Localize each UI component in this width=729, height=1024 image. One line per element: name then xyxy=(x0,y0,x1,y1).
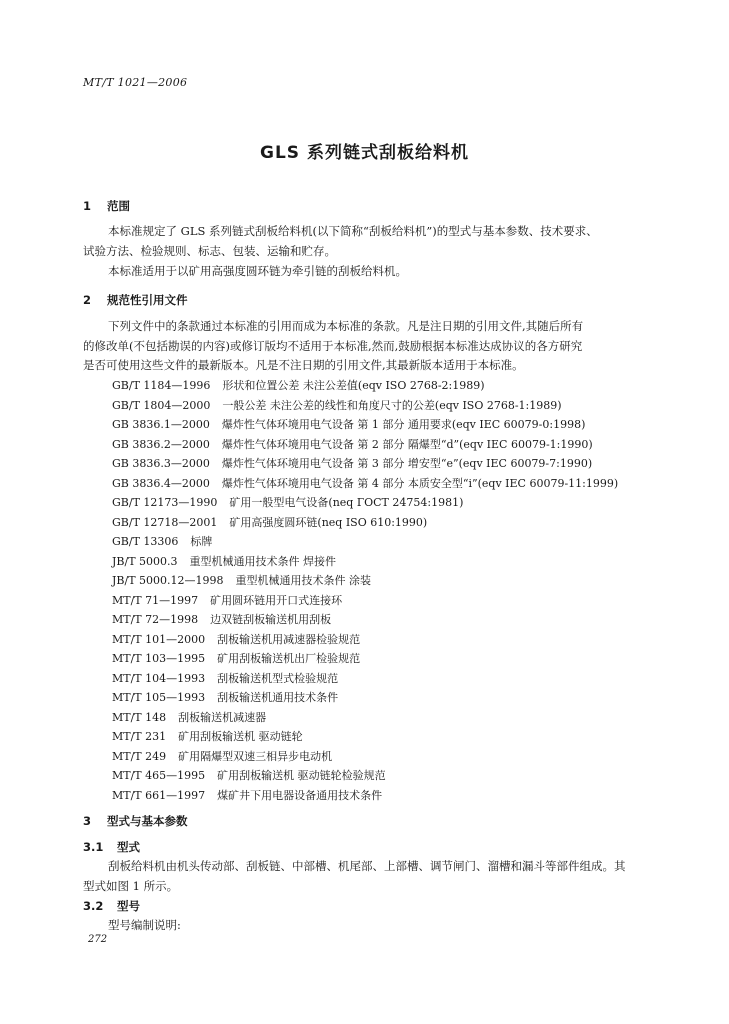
standard-code: MT/T 1021—2006 xyxy=(83,76,188,89)
reference-code: GB/T 1804—2000 xyxy=(112,398,211,412)
reference-title: 刮板输送机型式检验规范 xyxy=(217,671,339,685)
reference-item xyxy=(112,727,618,747)
reference-code: GB/T 1184—1996 xyxy=(112,379,211,392)
reference-title: 爆炸性气体环境用电气设备 第 2 部分 隔爆型“d”(eqv IEC 60079-1:1990) xyxy=(221,437,593,451)
reference-code: MT/T 465—1995 xyxy=(112,769,206,782)
section-2-intro-line: 是否可使用这些文件的最新版本。凡是不注日期的引用文件,其最新版本适用于本标准。 xyxy=(83,358,524,372)
reference-item xyxy=(112,630,618,650)
reference-code: GB/T 13306 xyxy=(112,535,179,548)
section-1-paragraph-scope: 本标准适用于以矿用高强度圆环链为牵引链的刮板给料机。 xyxy=(108,264,407,278)
reference-title: 矿用圆环链用开口式连接环 xyxy=(210,593,343,607)
section-1-paragraph-line: 本标准规定了 GLS 系列链式刮板给料机(以下简称“刮板给料机”)的型式与基本参数、技术要求、 xyxy=(108,224,598,238)
subsection-3-1-text-line: 型式如图 1 所示。 xyxy=(83,879,179,893)
reference-title: 爆炸性气体环境用电气设备 第 4 部分 本质安全型“i”(eqv IEC 60079-11:1999) xyxy=(221,476,619,490)
section-title: 型式与基本参数 xyxy=(107,814,188,828)
reference-item xyxy=(112,747,618,767)
reference-code: MT/T 72—1998 xyxy=(112,613,199,626)
reference-code: GB/T 12173—1990 xyxy=(112,496,218,509)
section-2-intro-line: 下列文件中的条款通过本标准的引用而成为本标准的条款。凡是注日期的引用文件,其随后所有 xyxy=(108,319,584,333)
reference-code: JB/T 5000.12—1998 xyxy=(112,574,224,587)
reference-code: MT/T 249 xyxy=(112,749,167,763)
reference-title: 矿用隔爆型双速三相异步电动机 xyxy=(178,749,333,763)
reference-code: MT/T 148 xyxy=(112,710,167,724)
subsection-3-1-text-line: 刮板给料机由机头传动部、刮板链、中部槽、机尾部、上部槽、调节闸门、溜槽和漏斗等部件组成。其 xyxy=(108,859,626,873)
section-1-paragraph-line: 试验方法、检验规则、标志、包装、运输和贮存。 xyxy=(83,244,336,258)
reference-title: 爆炸性气体环境用电气设备 第 3 部分 增安型“e”(eqv IEC 60079-7:1990) xyxy=(221,457,593,470)
reference-code: GB 3836.2—2000 xyxy=(112,437,210,451)
reference-title: 重型机械通用技术条件 焊接件 xyxy=(189,554,337,568)
section-title: 规范性引用文件 xyxy=(107,293,188,307)
section-number: 1 xyxy=(83,199,92,213)
section-2-heading xyxy=(83,292,188,308)
section-title: 范围 xyxy=(107,199,131,213)
reference-item xyxy=(112,396,618,416)
reference-item xyxy=(112,786,618,806)
reference-code: MT/T 103—1995 xyxy=(112,652,206,665)
reference-code: MT/T 101—2000 xyxy=(112,632,206,646)
reference-title: 矿用刮板输送机出厂检验规范 xyxy=(217,652,361,665)
reference-item xyxy=(112,513,618,533)
subsection-3-2-text: 型号编制说明: xyxy=(108,918,181,932)
subsection-3-1-heading xyxy=(83,839,140,855)
reference-title: 边双链刮板输送机用刮板 xyxy=(210,613,332,626)
page-number: 272 xyxy=(88,934,108,945)
reference-item xyxy=(112,610,618,630)
subsection-title: 型式 xyxy=(117,840,141,854)
document-title: GLS 系列链式刮板给料机 xyxy=(260,143,469,163)
reference-title: 刮板输送机用减速器检验规范 xyxy=(217,632,361,646)
subsection-3-2-heading xyxy=(83,898,140,914)
reference-title: 矿用一般型电气设备(neq ГОСТ 24754:1981) xyxy=(229,496,464,509)
section-2-intro-line: 的修改单(不包括勘误的内容)或修订版均不适用于本标准,然而,鼓励根据本标准达成协议的各方研究 xyxy=(83,339,583,353)
reference-item xyxy=(112,571,618,591)
reference-item xyxy=(112,688,618,708)
section-3-heading xyxy=(83,813,188,829)
reference-item xyxy=(112,493,618,513)
section-number: 3 xyxy=(83,814,92,828)
reference-title: 刮板输送机减速器 xyxy=(178,710,267,724)
reference-code: GB 3836.4—2000 xyxy=(112,476,210,490)
reference-item xyxy=(112,532,618,552)
reference-title: 一般公差 未注公差的线性和角度尺寸的公差(eqv ISO 2768-1:1989) xyxy=(222,398,562,412)
reference-title: 矿用高强度圆环链(neq ISO 610:1990) xyxy=(229,515,428,529)
reference-item xyxy=(112,552,618,572)
reference-list xyxy=(112,376,618,805)
reference-code: GB 3836.1—2000 xyxy=(112,418,210,431)
reference-code: GB/T 12718—2001 xyxy=(112,515,218,529)
reference-item xyxy=(112,474,618,494)
reference-item xyxy=(112,649,618,669)
reference-title: 形状和位置公差 未注公差值(eqv ISO 2768-2:1989) xyxy=(222,379,485,392)
reference-code: MT/T 231 xyxy=(112,730,167,743)
reference-item xyxy=(112,766,618,786)
reference-title: 煤矿井下用电器设备通用技术条件 xyxy=(217,788,383,802)
reference-title: 重型机械通用技术条件 涂装 xyxy=(235,574,372,587)
subsection-number: 3.2 xyxy=(83,899,104,913)
section-number: 2 xyxy=(83,293,92,307)
reference-code: GB 3836.3—2000 xyxy=(112,457,210,470)
reference-title: 矿用刮板输送机 驱动链轮检验规范 xyxy=(217,769,386,782)
reference-title: 刮板输送机通用技术条件 xyxy=(217,691,339,704)
reference-item xyxy=(112,376,618,396)
reference-item xyxy=(112,708,618,728)
subsection-number: 3.1 xyxy=(83,840,104,854)
reference-code: JB/T 5000.3 xyxy=(112,554,178,568)
section-1-heading xyxy=(83,198,130,214)
reference-title: 爆炸性气体环境用电气设备 第 1 部分 通用要求(eqv IEC 60079-0:1998) xyxy=(221,418,586,431)
reference-item xyxy=(112,454,618,474)
reference-code: MT/T 71—1997 xyxy=(112,593,199,607)
reference-item xyxy=(112,415,618,435)
reference-code: MT/T 104—1993 xyxy=(112,671,206,685)
reference-code: MT/T 105—1993 xyxy=(112,691,206,704)
subsection-title: 型号 xyxy=(117,899,141,913)
reference-code: MT/T 661—1997 xyxy=(112,788,206,802)
reference-item xyxy=(112,669,618,689)
reference-title: 标牌 xyxy=(190,535,213,548)
reference-item xyxy=(112,435,618,455)
reference-item xyxy=(112,591,618,611)
reference-title: 矿用刮板输送机 驱动链轮 xyxy=(178,730,303,743)
